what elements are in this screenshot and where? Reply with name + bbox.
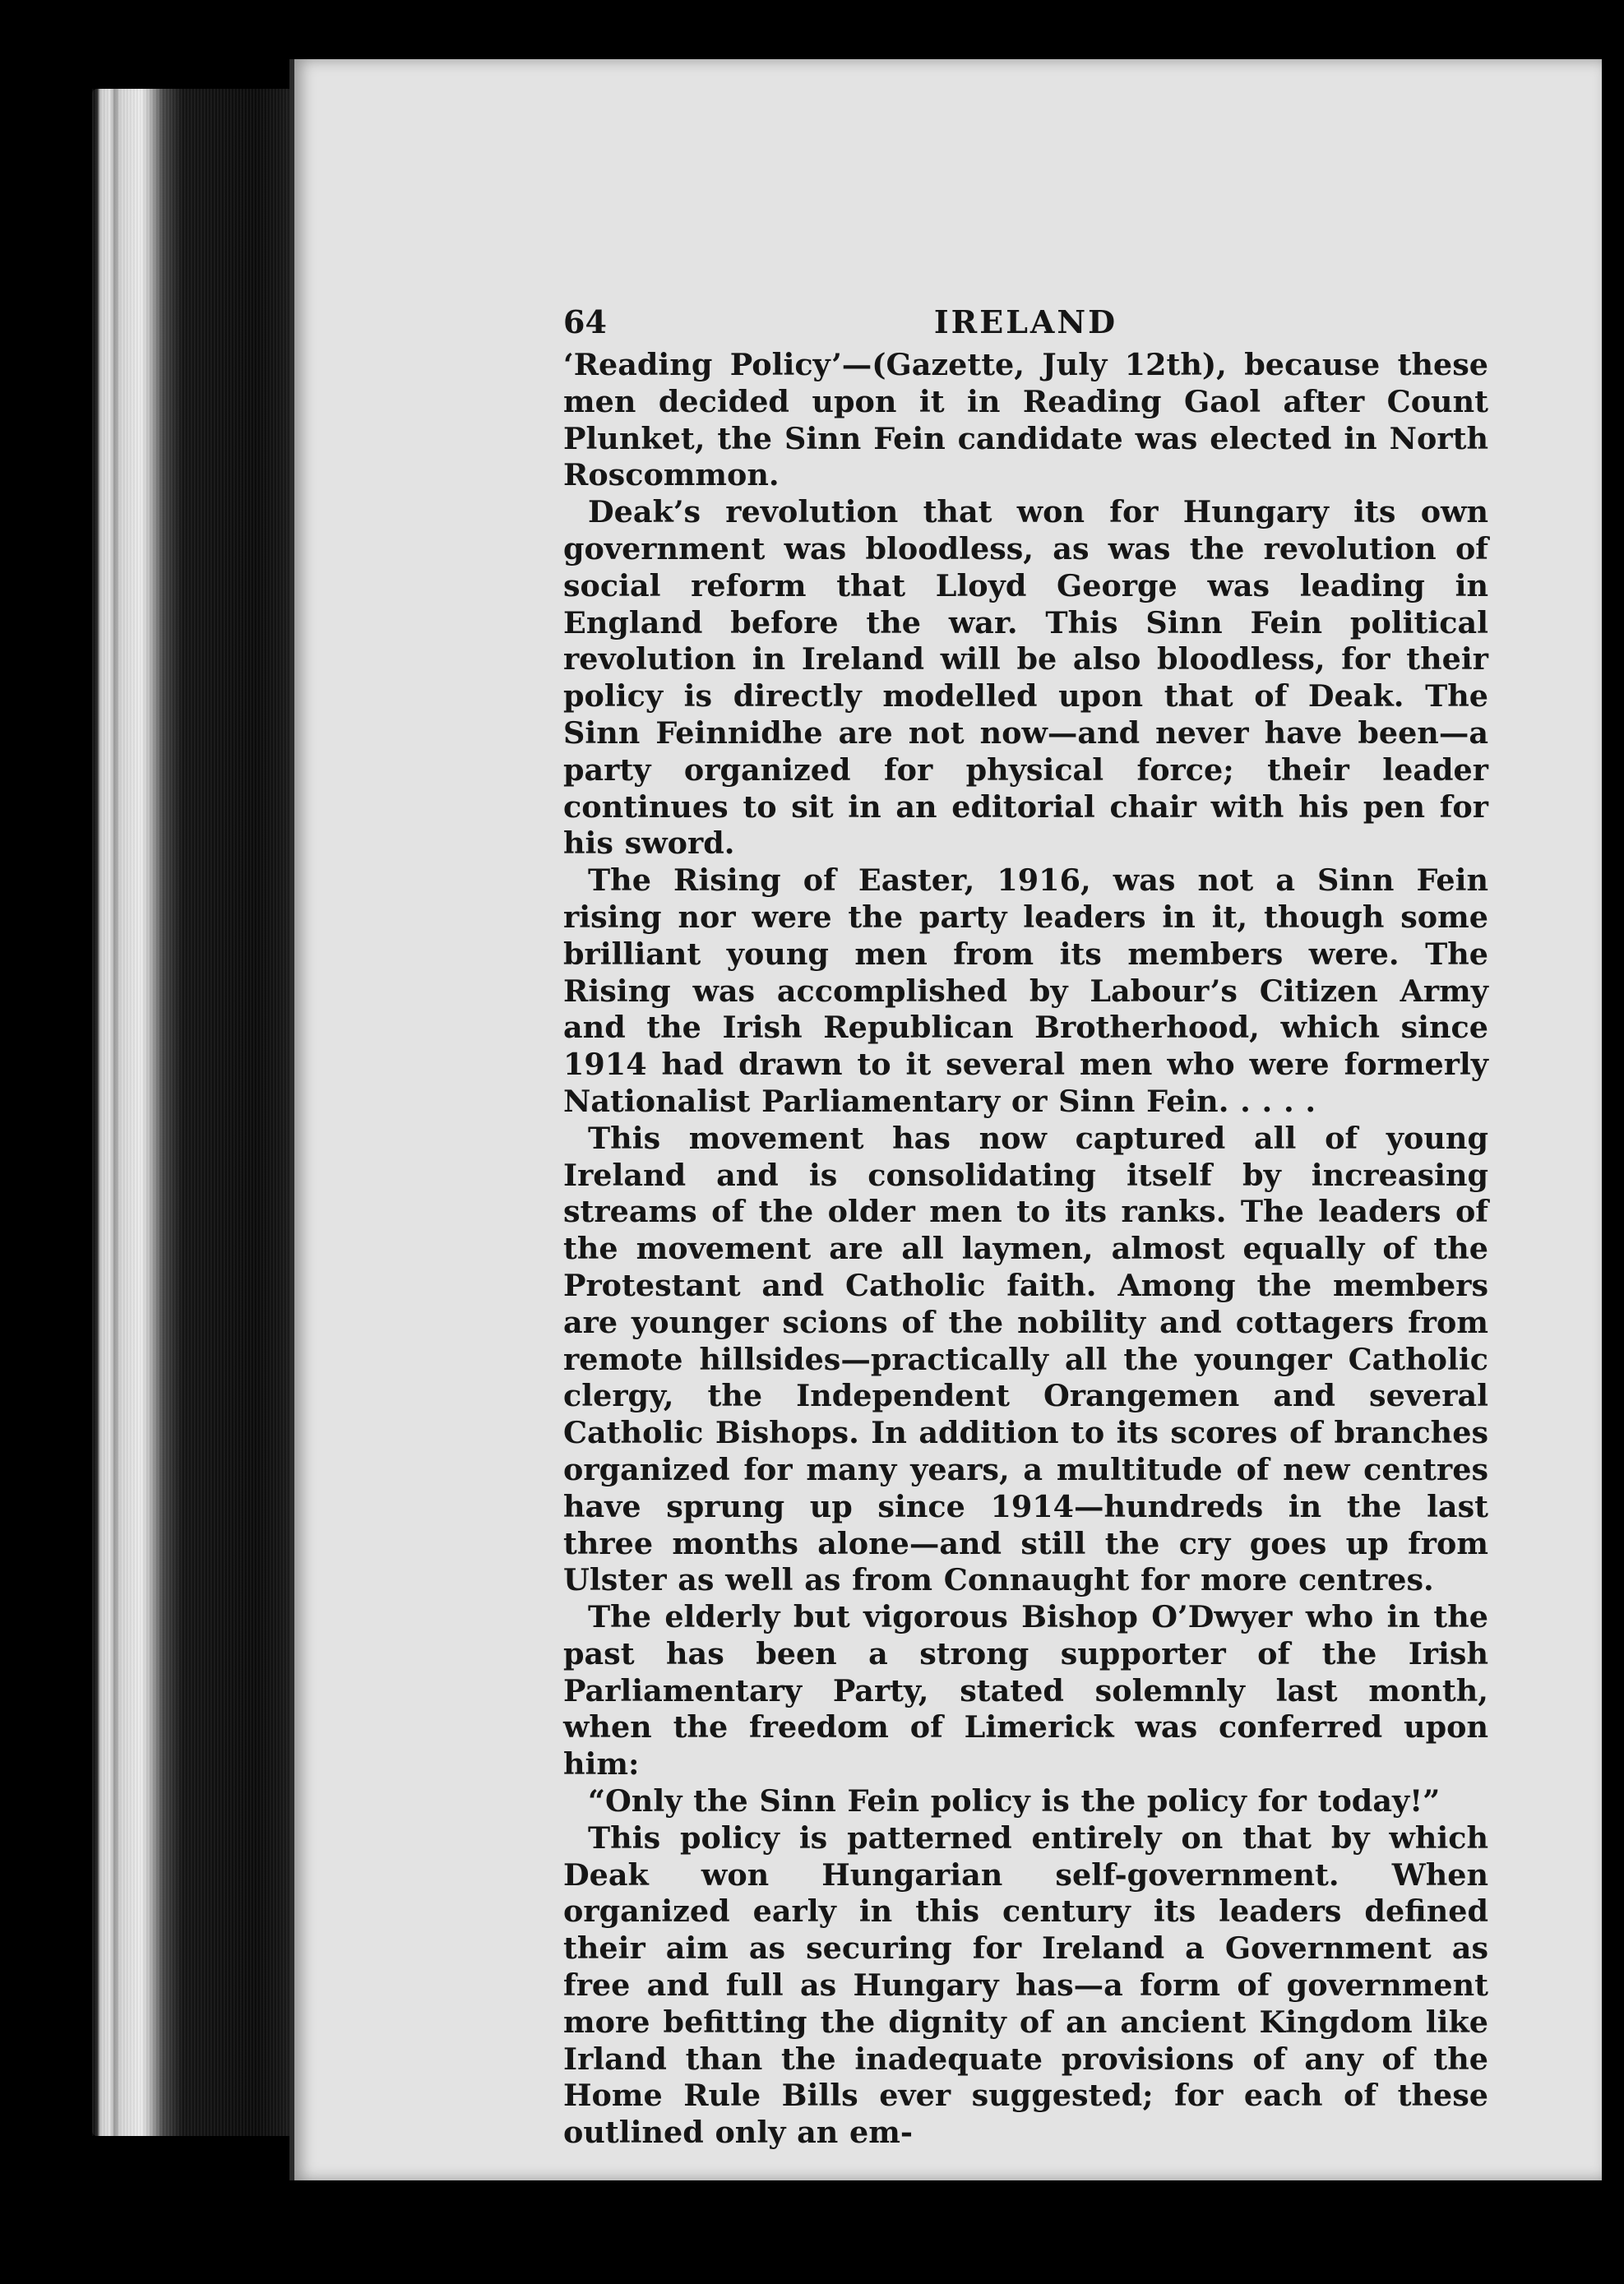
paragraph-5: The elderly but vigorous Bishop O’Dwyer who in the past has been a strong supporter of the Irish Parliamentary Party, stated solemnly last month, when the freedom of Limerick was conferred upon him:: [563, 1599, 1488, 1782]
book-page-edges: [92, 89, 306, 2136]
page-number: 64: [563, 303, 607, 340]
running-head: [563, 298, 1488, 347]
text-block: [563, 298, 1488, 2152]
paragraph-4: This movement has now captured all of young Ireland and is consolidating itself by increasing streams of the older men to its ranks. The leaders of the movement are all laymen, almost equally of the Protestant and Catholic faith. Among the members are younger scions of the nobility and cottagers from remote hillsides—practically all the younger Catholic clergy, the Independent Orangemen and several Catholic Bishops. In addition to its scores of branches organized for many years, a multitude of new centres have sprung up since 1914—hundreds in the last three months alone—and still the cry goes up from Ulster as well as from Connaught for more centres.: [563, 1120, 1488, 1598]
quotation: “Only the Sinn Fein policy is the policy for today!”: [588, 1783, 1441, 1819]
paragraph-1: ‘Reading Policy’—(Gazette, July 12th), because these men decided upon it in Reading Gaol after Count Plunket, the Sinn Fein candidate was elected in North Roscommon.: [563, 347, 1488, 493]
book-page: [289, 59, 1602, 2180]
paragraph-2: Deak’s revolution that won for Hungary its own government was bloodless, as was the revolution of social reform that Lloyd George was leading in England before the war. This Sinn Fein political revolution in Ireland will be also bloodless, for their policy is directly modelled upon that of Deak. The Sinn Feinnidhe are not now—and never have been—a party organized for physical force; their leader continues to sit in an editorial chair with his pen for his sword.: [563, 494, 1488, 862]
paragraph-3: The Rising of Easter, 1916, was not a Sinn Fein rising nor were the party leaders in it, though some brilliant young men from its members were. The Rising was accomplished by Labour’s Citizen Army and the Irish Republican Brotherhood, which since 1914 had drawn to it several men who were formerly Nationalist Parliamentary or Sinn Fein. . . . .: [563, 862, 1488, 1119]
running-title: IRELAND: [933, 303, 1118, 340]
paragraph-6: This policy is patterned entirely on that by which Deak won Hungarian self-government. When organized early in this century its leaders defined their aim as securing for Ireland a Government as free and full as Hungary has—a form of government more befitting the dignity of an ancient Kingdom like Irland than the inadequate provisions of any of the Home Rule Bills ever suggested; for each of these outlined only an em-: [563, 1819, 1488, 2151]
